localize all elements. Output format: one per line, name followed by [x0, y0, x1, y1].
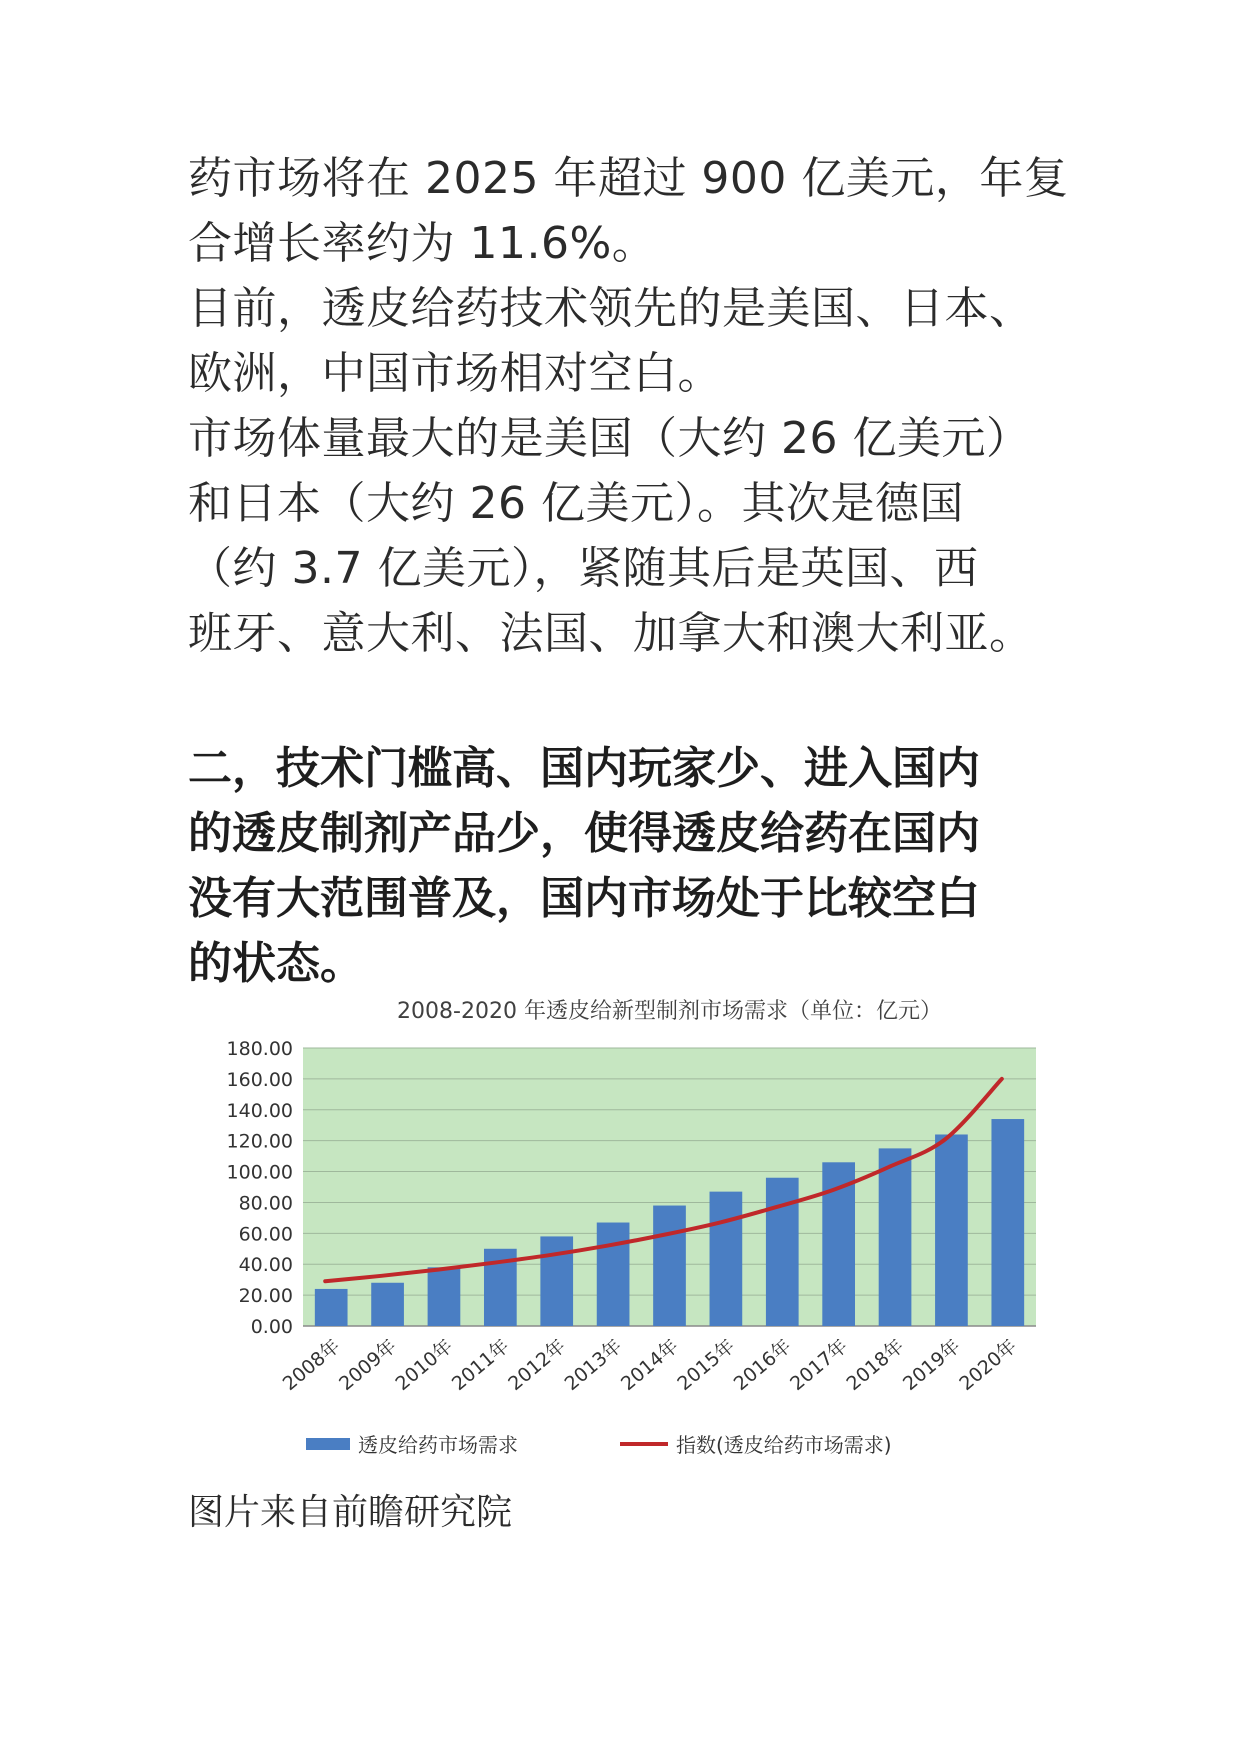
bar — [879, 1148, 912, 1326]
x-tick-label: 2020年 — [955, 1334, 1022, 1396]
paragraph-line: 合增长率约为 11.6%。 — [188, 218, 657, 269]
heading-line: 的状态。 — [188, 938, 364, 989]
y-tick-label: 120.00 — [226, 1130, 293, 1153]
paragraph-line: （约 3.7 亿美元），紧随其后是英国、西 — [188, 543, 979, 594]
body-text — [188, 146, 1068, 666]
bar — [935, 1134, 968, 1326]
x-tick-label: 2009年 — [335, 1334, 401, 1396]
x-tick-label: 2008年 — [278, 1334, 345, 1396]
y-tick-label: 160.00 — [226, 1068, 293, 1091]
y-tick-label: 140.00 — [226, 1099, 293, 1122]
x-tick-label: 2015年 — [673, 1334, 740, 1396]
x-tick-label: 2016年 — [729, 1334, 796, 1396]
x-tick-label: 2018年 — [842, 1334, 909, 1396]
bar — [428, 1267, 461, 1326]
market-demand-chart — [188, 996, 1068, 1476]
bar — [653, 1206, 686, 1326]
heading-line: 二，技术门槛高、国内玩家少、进入国内 — [188, 743, 980, 794]
y-tick-label: 100.00 — [226, 1161, 293, 1184]
x-tick-label: 2010年 — [391, 1334, 458, 1396]
bar — [315, 1289, 348, 1326]
image-caption: 图片来自前瞻研究院 — [188, 1492, 513, 1533]
heading-line: 没有大范围普及，国内市场处于比较空白 — [188, 873, 980, 924]
x-tick-label: 2019年 — [898, 1334, 965, 1396]
bar — [991, 1119, 1024, 1326]
x-tick-label: 2012年 — [504, 1334, 570, 1396]
bar — [766, 1178, 799, 1326]
bar — [371, 1283, 404, 1326]
paragraph-line: 市场体量最大的是美国（大约 26 亿美元） — [188, 413, 1031, 464]
paragraph-line: 欧洲，中国市场相对空白。 — [188, 348, 722, 399]
paragraph-line: 目前，透皮给药技术领先的是美国、日本、 — [188, 283, 1034, 334]
x-tick-label: 2014年 — [616, 1334, 683, 1396]
y-tick-label: 60.00 — [238, 1223, 293, 1246]
heading-line: 的透皮制剂产品少，使得透皮给药在国内 — [188, 808, 980, 859]
y-tick-label: 180.00 — [226, 1038, 293, 1060]
chart-title: 2008-2020 年透皮给新型制剂市场需求（单位：亿元） — [397, 999, 942, 1024]
y-tick-label: 40.00 — [238, 1254, 293, 1277]
x-tick-label: 2017年 — [786, 1334, 852, 1396]
bar — [597, 1223, 630, 1326]
bar — [540, 1236, 573, 1326]
x-tick-label: 2013年 — [560, 1334, 627, 1396]
paragraph-line: 和日本（大约 26 亿美元）。其次是德国 — [188, 478, 964, 529]
y-tick-label: 80.00 — [238, 1192, 293, 1215]
legend-bar-swatch — [306, 1438, 350, 1450]
chart-canvas — [188, 996, 1068, 1476]
y-tick-label: 20.00 — [238, 1285, 293, 1308]
x-tick-label: 2011年 — [447, 1334, 514, 1396]
section-heading — [188, 736, 1068, 996]
bar — [710, 1192, 743, 1326]
legend-line-label: 指数(透皮给药市场需求) — [676, 1433, 892, 1457]
paragraph-line: 班牙、意大利、法国、加拿大和澳大利亚。 — [188, 608, 1034, 659]
y-tick-label: 0.00 — [250, 1316, 293, 1338]
legend-bar-label: 透皮给药市场需求 — [358, 1433, 518, 1457]
paragraph-line: 药市场将在 2025 年超过 900 亿美元，年复 — [188, 153, 1069, 204]
